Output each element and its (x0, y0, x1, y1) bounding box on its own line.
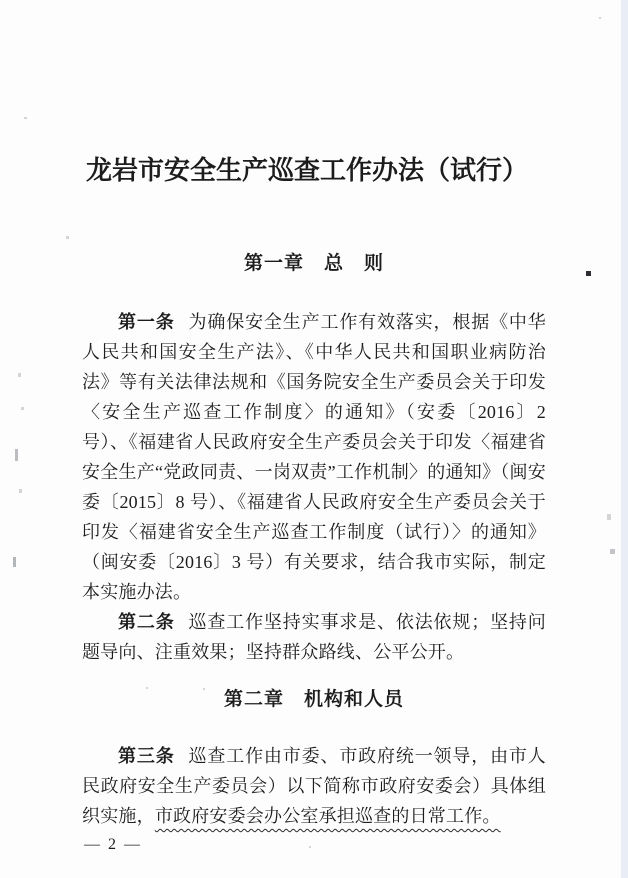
article-2-label: 第二条 (118, 612, 175, 632)
document-body (82, 248, 546, 854)
scan-speckle (13, 557, 16, 567)
article-1-text: 为确保安全生产工作有效落实，根据《中华人民共和国安全生产法》、《中华人民共和国职业病防治法》等有关法律法规和《国务院安全生产委员会关于印发〈安全生产巡查工作制度〉的通知》（安委〔2016〕2 号）、《福建省人民政府安全生产委员会关于印发〈福建省安全生产“党政同责、一岗双责”工作机制〉的通知》（闽安委〔2015〕8 号）、《福建省人民政府安全生产委员会关于印发〈福建省安全生产巡查工作制度（试行）〉的通知》（闽安委〔2016〕3 号）有关要求，结合我市实际，制定本实施办法。 (82, 312, 546, 602)
article-1-label: 第一条 (118, 312, 175, 332)
chapter-1-heading: 第一章 总 则 (243, 253, 384, 274)
scan-speckle (18, 373, 21, 377)
scan-speckle (66, 236, 69, 239)
article-3-paragraph (82, 741, 546, 831)
article-3-underlined-clause: 市政府安委会办公室承担巡查的日常工作。 (154, 806, 501, 826)
scan-speckle (15, 449, 18, 461)
scan-speckle (586, 271, 591, 276)
article-2-paragraph (82, 607, 546, 667)
scan-speckle (19, 489, 22, 493)
chapter-2-heading: 第二章 机构和人员 (223, 689, 404, 710)
scan-speckle (607, 514, 611, 520)
scan-speckle (610, 549, 615, 554)
article-3-text: 巡查工作由市委、市政府统一领导，由市人民政府安全生产委员会）以下简称市政府安委会）具体组织实施， (82, 746, 546, 826)
scan-edge-strip (621, 0, 628, 878)
article-3-label: 第三条 (118, 746, 175, 766)
scan-speckle (21, 407, 24, 410)
scan-speckle (24, 117, 27, 119)
scan-speckle (599, 17, 601, 19)
article-2-text: 巡查工作坚持实事求是、依法依规；坚持问题导向、注重效果；坚持群众路线、公平公开。 (82, 612, 546, 662)
article-1-paragraph (82, 307, 546, 607)
document-title: 龙岩市安全生产巡查工作办法（试行） (85, 156, 528, 185)
page-number: — 2 — (84, 836, 142, 853)
